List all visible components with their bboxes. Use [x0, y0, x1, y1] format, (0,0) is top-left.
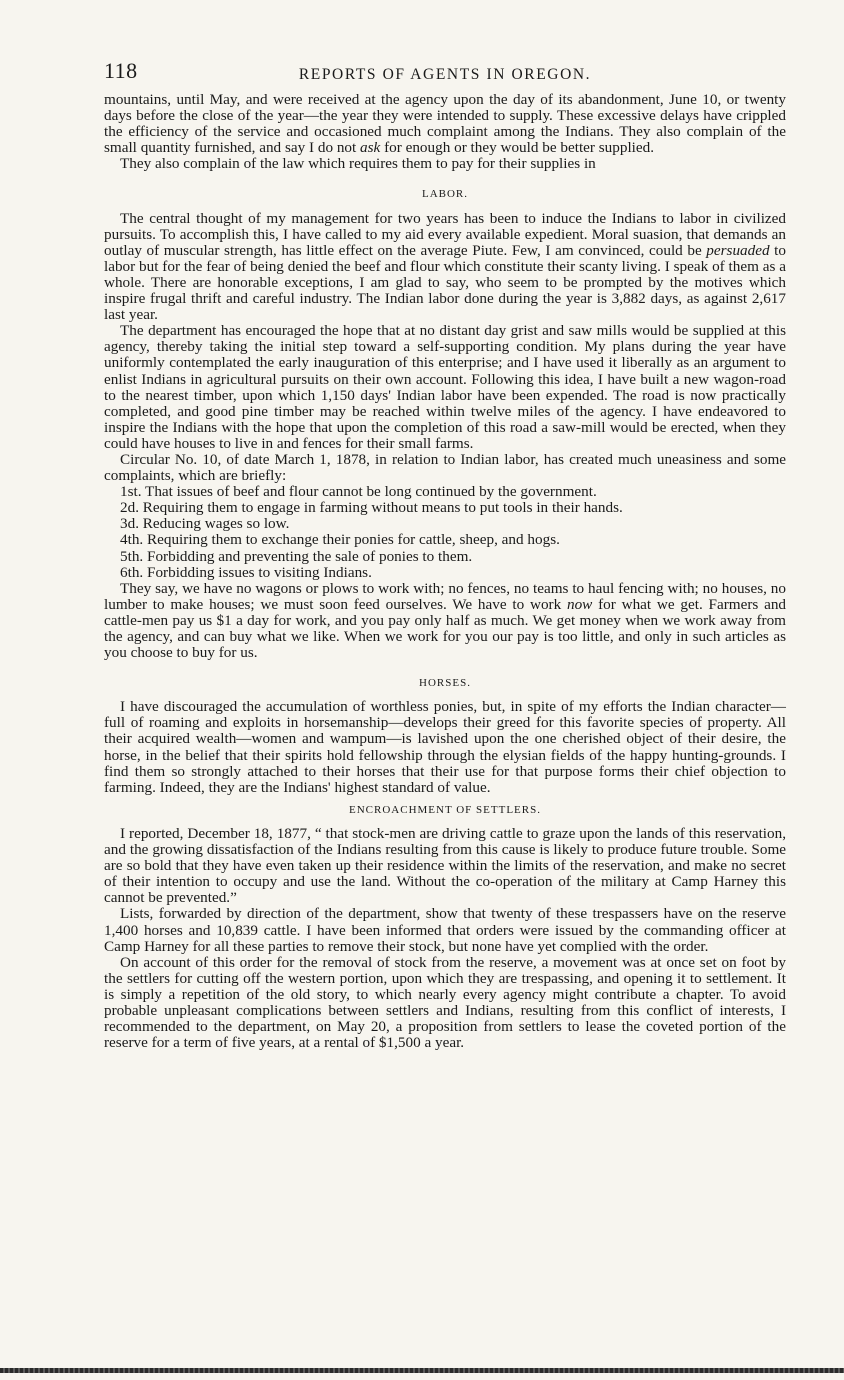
paragraph: On account of this order for the removal of stock from the reserve, a movement was at once set on foot by the settlers for cutting off the western portion, upon which they are trespassing, and opening it to settlement. It is simply a repetition of the old story, to which nearly every agency might contribute a chapter. To avoid probable unpleasant complications between settlers and Indians, resulting from this conflict of interests, I recommended to the department, on May 20, a proposition from settlers to lease the coveted portion of the reserve for a term of five years, at a rental of $1,500 a year. [104, 953, 786, 1052]
list-item: 2d. Requiring them to engage in farming without means to put tools in their hands. [120, 499, 623, 517]
running-header [104, 58, 786, 92]
paragraph: The department has encouraged the hope that at no distant day grist and saw mills would be supplied at this agency, thereby taking the initial step toward a self-supporting condition. My plans during the year have uniformly contemplated the early inauguration of this enterprise; and I have used it liberally as an argument to enlist Indians in agricultural pursuits on their own account. Following this idea, I have built a new wagon-road to the nearest timber, upon which 1,150 days' Indian labor have been expended. The road is now practically completed, and good pine timber may be reached within twelve miles of the agency. I have endeavored to inspire the Indians with the hope that upon the completion of this road a saw-mill would be erected, when they could have houses to live in and fences for their small farms. [104, 322, 786, 452]
section-heading-horses: HORSES. [419, 677, 471, 690]
list-item: 3d. Reducing wages so low. [120, 515, 290, 533]
paragraph: Circular No. 10, of date March 1, 1878, in relation to Indian labor, has created much uneasiness and some complaints, which are briefly: [104, 450, 786, 485]
list-item: 4th. Requiring them to exchange their ponies for cattle, sheep, and hogs. [120, 531, 560, 549]
paragraph: They say, we have no wagons or plows to work with; no fences, no teams to haul fencing with; no houses, no lumber to make houses; we must soon feed ourselves. We have to work now for what we get. Farmers and cattle-men pay us $1 a day for work, and you pay only half as much. We get money when we work away from the agency, and can buy what we like. When we work for you our pay is too little, and only in such articles as you choose to buy for us. [104, 579, 787, 662]
body-text [104, 92, 786, 1051]
page-bottom-edge [0, 1368, 844, 1373]
document-page [104, 58, 786, 1051]
paragraph: The central thought of my management for two years has been to induce the Indians to labor in civilized pursuits. To accomplish this, I have called to my aid every available expedient. Moral suasion, that demands an outlay of muscular strength, has little effect on the average Piute. Few, I am convinced, could be persuaded to labor but for the fear of being denied the beef and flour which constitute their scanty living. I speak of them as a whole. There are honorable exceptions, I am glad to say, who seem to be prompted by the motives which inspire frugal thrift and careful industry. The Indian labor done during the year is 3,882 days, as against 2,617 last year. [104, 209, 786, 324]
list-item: 6th. Forbidding issues to visiting Indians. [120, 563, 372, 581]
section-heading-settlers: ENCROACHMENT OF SETTLERS. [349, 803, 541, 816]
paragraph: mountains, until May, and were received at the agency upon the day of its abandonment, June 10, or twenty days before the close of the year—the year they were intended to supply. These excessive delays have crippled the efficiency of the service and occasioned much complaint among the Indians. They also complain of the small quantity furnished, and say I do not ask for enough or they would be better supplied. [104, 91, 786, 157]
running-title: REPORTS OF AGENTS IN OREGON. [298, 66, 592, 83]
list-item: 1st. That issues of beef and flour cannot be long continued by the government. [120, 483, 597, 501]
paragraph: Lists, forwarded by direction of the department, show that twenty of these trespassers have on the reserve 1,400 horses and 10,839 cattle. I have been informed that orders were issued by the commanding officer at Camp Harney for all these parties to remove their stock, but none have yet complied with the order. [104, 905, 786, 955]
paragraph: I reported, December 18, 1877, “ that stock-men are driving cattle to graze upon the lands of this reservation, and the growing dissatisfaction of the Indians resulting from this cause is likely to produce future trouble. Some are so bold that they have even taken up their residence within the limits of the reservation, and make no secret of their intention to occupy and use the land. Without the co-operation of the military at Camp Harney this cannot be prevented.” [104, 824, 786, 907]
page-number: 118 [104, 58, 138, 83]
paragraph: I have discouraged the accumulation of worthless ponies, but, in spite of my efforts the Indian character—full of roaming and exploits in horsemanship—develops their greed for this favorite species of property. All their acquired wealth—women and wampum—is lavished upon the one cherished object of their desire, the horse, in the belief that their spirits hold fellowship through the elysian fields of the happy hunting-grounds. I find them so strongly attached to their horses that their use for that purpose forms their chief objection to farming. Indeed, they are the Indians' highest standard of value. [104, 698, 786, 796]
section-heading-labor: LABOR. [421, 188, 469, 201]
paragraph: They also complain of the law which requires them to pay for their supplies in [120, 155, 596, 173]
list-item: 5th. Forbidding and preventing the sale of ponies to them. [120, 547, 473, 565]
